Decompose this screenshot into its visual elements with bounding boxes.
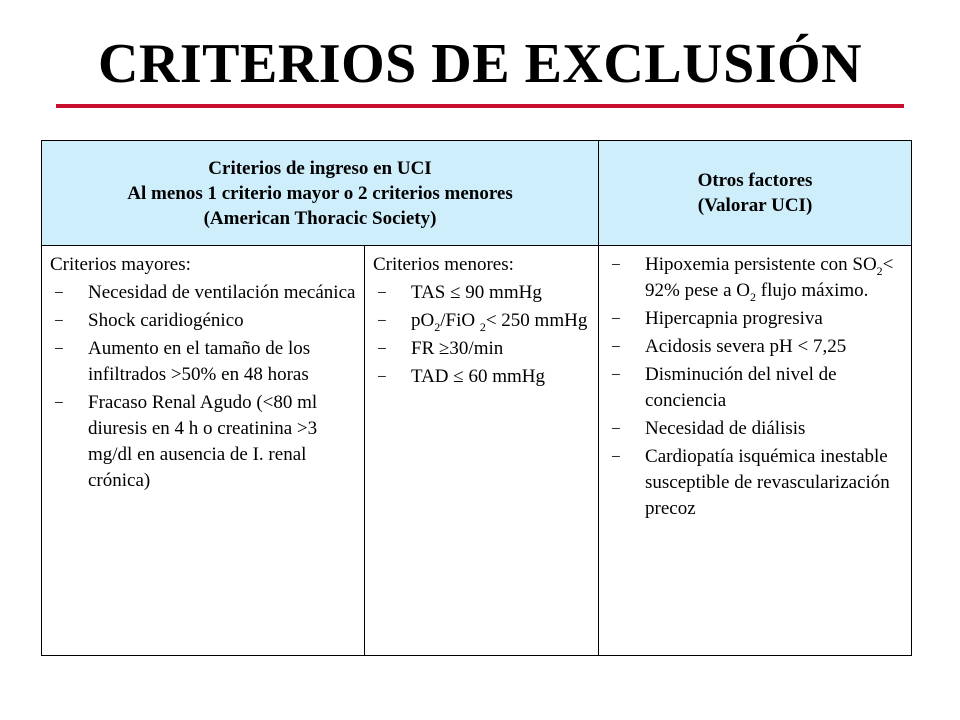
list-item: − FR ≥30/min bbox=[373, 336, 590, 362]
other-factors-cell bbox=[599, 246, 912, 656]
list-item: − Acidosis severa pH < 7,25 bbox=[607, 334, 903, 360]
header-icu-criteria-line3: (American Thoracic Society) bbox=[203, 207, 437, 229]
list-item: − TAD ≤ 60 mmHg bbox=[373, 364, 590, 390]
list-item: − TAS ≤ 90 mmHg bbox=[373, 280, 590, 306]
header-other-factors bbox=[599, 141, 912, 246]
po2-text: pO bbox=[411, 310, 435, 331]
criteria-table bbox=[41, 140, 912, 656]
major-criteria-title: Criterios mayores: bbox=[50, 254, 191, 275]
major-criteria-list bbox=[50, 280, 356, 494]
fio2-subscript: 2 bbox=[479, 319, 486, 334]
other-factors-list bbox=[607, 252, 903, 522]
hypoxemia-threshold-text: < 92% pese a O bbox=[645, 254, 894, 301]
so2-subscript: 2 bbox=[876, 263, 883, 278]
header-icu-criteria-line1: Criterios de ingreso en UCI bbox=[208, 157, 432, 179]
ratio-threshold-text: < 250 mmHg bbox=[485, 310, 588, 331]
header-icu-criteria-line2: Al menos 1 criterio mayor o 2 criterios menores bbox=[127, 182, 513, 204]
list-item bbox=[373, 308, 590, 334]
slide-title: CRITERIOS DE EXCLUSIÓN bbox=[97, 33, 863, 95]
major-criteria-cell bbox=[42, 246, 365, 656]
header-other-factors-line1: Otros factores bbox=[697, 170, 813, 191]
list-item bbox=[607, 252, 903, 304]
hypoxemia-flow-text: flujo máximo. bbox=[756, 280, 869, 301]
list-item: − Necesidad de ventilación mecánica bbox=[50, 280, 356, 306]
list-item: − Disminución del nivel de conciencia bbox=[607, 362, 903, 414]
list-item: − Fracaso Renal Agudo (<80 ml diuresis en 4 h o creatinina >3 mg/dl en ausencia de I. renal crónica) bbox=[50, 390, 356, 494]
minor-criteria-title: Criterios menores: bbox=[373, 254, 514, 275]
list-item: − Shock caridiogénico bbox=[50, 308, 356, 334]
title-divider bbox=[56, 104, 904, 108]
o2-subscript: 2 bbox=[750, 289, 757, 304]
list-item: − Aumento en el tamaño de los infiltrados >50% en 48 horas bbox=[50, 336, 356, 388]
minor-criteria-list bbox=[373, 280, 590, 390]
po2-subscript: 2 bbox=[434, 319, 441, 334]
list-item: − Hipercapnia progresiva bbox=[607, 306, 903, 332]
minor-criteria-cell bbox=[365, 246, 599, 656]
table-body-row bbox=[42, 246, 912, 656]
header-icu-criteria bbox=[42, 141, 599, 246]
list-item: − Cardiopatía isquémica inestable susceptible de revascularización precoz bbox=[607, 444, 903, 522]
fio2-text: /FiO bbox=[440, 310, 480, 331]
list-item: − Necesidad de diálisis bbox=[607, 416, 903, 442]
table-header-row bbox=[42, 141, 912, 246]
hypoxemia-text: Hipoxemia persistente con SO bbox=[645, 254, 877, 275]
header-other-factors-line2: (Valorar UCI) bbox=[697, 195, 813, 216]
